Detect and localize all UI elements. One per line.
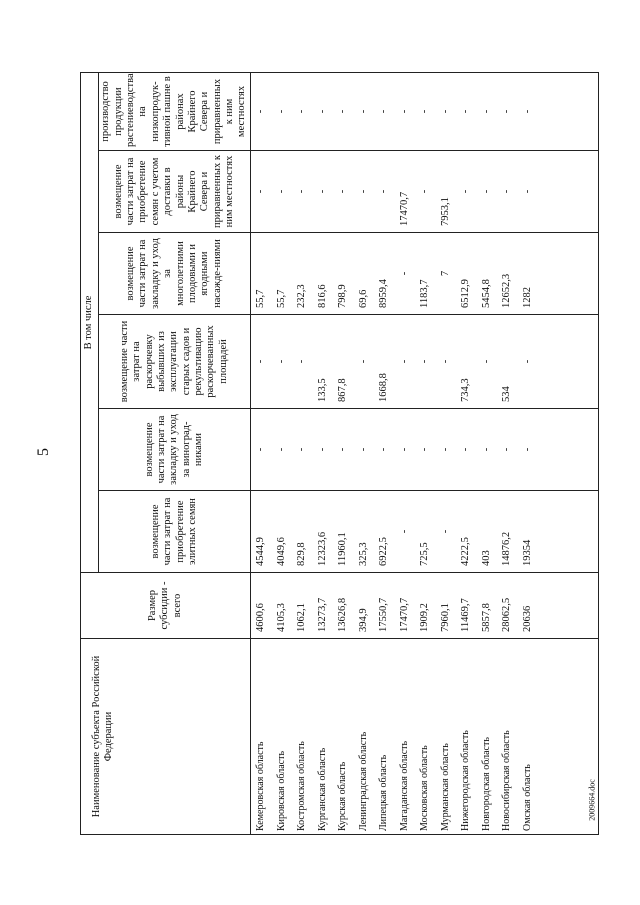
table-row bbox=[333, 72, 354, 834]
uprooting-cell: - bbox=[272, 315, 293, 409]
elite-seeds-cell: 14876,2 bbox=[497, 491, 518, 573]
total-cell: 1909,2 bbox=[415, 573, 436, 639]
page-number: 5 bbox=[35, 448, 52, 456]
total-cell: 13626,8 bbox=[333, 573, 354, 639]
uprooting-cell: - bbox=[477, 315, 498, 409]
total-cell: 7960,1 bbox=[436, 573, 457, 639]
table-row bbox=[436, 72, 457, 834]
region-cell: Костромская область bbox=[292, 639, 313, 835]
perennials-cell: 8959,4 bbox=[374, 233, 395, 315]
total-cell: 1062,1 bbox=[292, 573, 313, 639]
north-seeds-cell: - bbox=[374, 151, 395, 233]
uprooting-cell: 734,3 bbox=[456, 315, 477, 409]
uprooting-cell: - bbox=[354, 315, 375, 409]
table-row-empty bbox=[538, 72, 598, 834]
subsidy-table bbox=[80, 72, 599, 835]
north-crops-cell: - bbox=[333, 72, 354, 150]
vineyards-cell: - bbox=[456, 409, 477, 491]
north-crops-cell: - bbox=[354, 72, 375, 150]
north-crops-cell: - bbox=[415, 72, 436, 150]
north-seeds-cell: - bbox=[477, 151, 498, 233]
elite-seeds-cell: 11960,1 bbox=[333, 491, 354, 573]
elite-seeds-cell: 12323,6 bbox=[313, 491, 334, 573]
region-cell: Нижегородская область bbox=[456, 639, 477, 835]
perennials-cell: 232,3 bbox=[292, 233, 313, 315]
north-crops-cell: - bbox=[374, 72, 395, 150]
region-cell: Московская область bbox=[415, 639, 436, 835]
vineyards-cell: - bbox=[313, 409, 334, 491]
uprooting-cell: - bbox=[436, 315, 457, 409]
vineyards-cell: - bbox=[477, 409, 498, 491]
perennials-cell: 5454,8 bbox=[477, 233, 498, 315]
table-row bbox=[292, 72, 313, 834]
uprooting-cell: 1668,8 bbox=[374, 315, 395, 409]
region-cell: Ленинградская область bbox=[354, 639, 375, 835]
vineyards-cell: - bbox=[292, 409, 313, 491]
total-cell: 4600,6 bbox=[251, 573, 272, 639]
north-seeds-cell: - bbox=[272, 151, 293, 233]
table-row bbox=[313, 72, 334, 834]
vineyards-cell: - bbox=[251, 409, 272, 491]
perennials-cell: 12652,3 bbox=[497, 233, 518, 315]
perennials-cell: 55,7 bbox=[272, 233, 293, 315]
region-cell: Липецкая область bbox=[374, 639, 395, 835]
perennials-cell: 55,7 bbox=[251, 233, 272, 315]
north-seeds-cell: - bbox=[497, 151, 518, 233]
north-crops-cell: - bbox=[251, 72, 272, 150]
header-sub-1: возмещение части затрат на приобретение элитных семян bbox=[99, 491, 251, 573]
elite-seeds-cell: 4544,9 bbox=[251, 491, 272, 573]
elite-seeds-cell: 6922,5 bbox=[374, 491, 395, 573]
north-crops-cell: - bbox=[518, 72, 539, 150]
perennials-cell: 6512,9 bbox=[456, 233, 477, 315]
perennials-cell: - bbox=[395, 233, 416, 315]
perennials-cell: 7 bbox=[436, 233, 457, 315]
uprooting-cell: - bbox=[415, 315, 436, 409]
total-cell: 17550,7 bbox=[374, 573, 395, 639]
uprooting-cell: - bbox=[251, 315, 272, 409]
total-cell: 394,9 bbox=[354, 573, 375, 639]
region-cell: Магаданская область bbox=[395, 639, 416, 835]
perennials-cell: 1183,7 bbox=[415, 233, 436, 315]
north-seeds-cell: - bbox=[333, 151, 354, 233]
elite-seeds-cell: 4222,5 bbox=[456, 491, 477, 573]
table-row bbox=[415, 72, 436, 834]
vineyards-cell: - bbox=[395, 409, 416, 491]
vineyards-cell: - bbox=[272, 409, 293, 491]
header-sub-6: производство продукции растениеводства на низкопродук-тивной пашне в районах Крайнего Севера и приравненных к ним местностях bbox=[99, 72, 251, 150]
table-container bbox=[80, 73, 550, 835]
elite-seeds-cell: - bbox=[395, 491, 416, 573]
north-crops-cell: - bbox=[313, 72, 334, 150]
table-row bbox=[518, 72, 539, 834]
north-seeds-cell: - bbox=[415, 151, 436, 233]
north-seeds-cell: - bbox=[251, 151, 272, 233]
north-crops-cell: - bbox=[497, 72, 518, 150]
north-seeds-cell: 7953,1 bbox=[436, 151, 457, 233]
north-seeds-cell: 17470,7 bbox=[395, 151, 416, 233]
region-cell: Новосибирская область bbox=[497, 639, 518, 835]
table-row bbox=[374, 72, 395, 834]
region-cell: Курганская область bbox=[313, 639, 334, 835]
elite-seeds-cell: 725,5 bbox=[415, 491, 436, 573]
vineyards-cell: - bbox=[497, 409, 518, 491]
elite-seeds-cell: 19354 bbox=[518, 491, 539, 573]
north-crops-cell: - bbox=[395, 72, 416, 150]
north-seeds-cell: - bbox=[456, 151, 477, 233]
north-crops-cell: - bbox=[292, 72, 313, 150]
perennials-cell: 816,6 bbox=[313, 233, 334, 315]
north-seeds-cell: - bbox=[292, 151, 313, 233]
vineyards-cell: - bbox=[518, 409, 539, 491]
header-sub-4: возмещение части затрат на закладку и уход за многолетними плодовыми и ягодными насажде-ниями bbox=[99, 233, 251, 315]
uprooting-cell: - bbox=[518, 315, 539, 409]
region-cell: Курская область bbox=[333, 639, 354, 835]
table-row bbox=[477, 72, 498, 834]
header-sub-5: возмещение части затрат на приобретение семян с учетом доставки в районы Крайнего Севера и приравненных к ним местностях bbox=[99, 151, 251, 233]
north-crops-cell: - bbox=[272, 72, 293, 150]
header-total: Размер субсидии - всего bbox=[81, 573, 251, 639]
table-body bbox=[251, 72, 599, 834]
region-cell: Мурманская область bbox=[436, 639, 457, 835]
region-cell: Кировская область bbox=[272, 639, 293, 835]
vineyards-cell: - bbox=[374, 409, 395, 491]
region-cell: Новгородская область bbox=[477, 639, 498, 835]
uprooting-cell: 867,8 bbox=[333, 315, 354, 409]
uprooting-cell: - bbox=[292, 315, 313, 409]
vineyards-cell: - bbox=[436, 409, 457, 491]
table-row bbox=[354, 72, 375, 834]
total-cell: 20636 bbox=[518, 573, 539, 639]
vineyards-cell: - bbox=[333, 409, 354, 491]
vineyards-cell: - bbox=[415, 409, 436, 491]
uprooting-cell: - bbox=[395, 315, 416, 409]
north-seeds-cell: - bbox=[354, 151, 375, 233]
elite-seeds-cell: 829,8 bbox=[292, 491, 313, 573]
total-cell: 11469,7 bbox=[456, 573, 477, 639]
total-cell: 17470,7 bbox=[395, 573, 416, 639]
total-cell: 5857,8 bbox=[477, 573, 498, 639]
uprooting-cell: 133,5 bbox=[313, 315, 334, 409]
perennials-cell: 798,9 bbox=[333, 233, 354, 315]
table-row bbox=[395, 72, 416, 834]
uprooting-cell: 534 bbox=[497, 315, 518, 409]
north-crops-cell: - bbox=[456, 72, 477, 150]
north-seeds-cell: - bbox=[313, 151, 334, 233]
total-cell: 28062,5 bbox=[497, 573, 518, 639]
north-crops-cell: - bbox=[436, 72, 457, 150]
elite-seeds-cell: 4049,6 bbox=[272, 491, 293, 573]
total-cell: 13273,7 bbox=[313, 573, 334, 639]
total-cell: 4105,3 bbox=[272, 573, 293, 639]
north-crops-cell: - bbox=[477, 72, 498, 150]
vineyards-cell: - bbox=[354, 409, 375, 491]
header-region: Наименование субъекта Российской Федерации bbox=[81, 639, 251, 835]
elite-seeds-cell: - bbox=[436, 491, 457, 573]
table-row bbox=[497, 72, 518, 834]
perennials-cell: 69,6 bbox=[354, 233, 375, 315]
elite-seeds-cell: 325,3 bbox=[354, 491, 375, 573]
header-including: В том числе bbox=[81, 72, 99, 572]
north-seeds-cell: - bbox=[518, 151, 539, 233]
header-sub-3: возмещение части затрат на раскорчевку выбывших из эксплуатации старых садов и рекультивацию раскорчеванных площадей bbox=[99, 315, 251, 409]
header-sub-2: возмещение части затрат на закладку и уход за виноград-никами bbox=[99, 409, 251, 491]
region-cell: Кемеровская область bbox=[251, 639, 272, 835]
perennials-cell: 1282 bbox=[518, 233, 539, 315]
elite-seeds-cell: 403 bbox=[477, 491, 498, 573]
footer-filename: 2009664.doc bbox=[587, 779, 597, 821]
table-row bbox=[456, 72, 477, 834]
table-row bbox=[251, 72, 272, 834]
table-row bbox=[272, 72, 293, 834]
region-cell: Омская область bbox=[518, 639, 539, 835]
